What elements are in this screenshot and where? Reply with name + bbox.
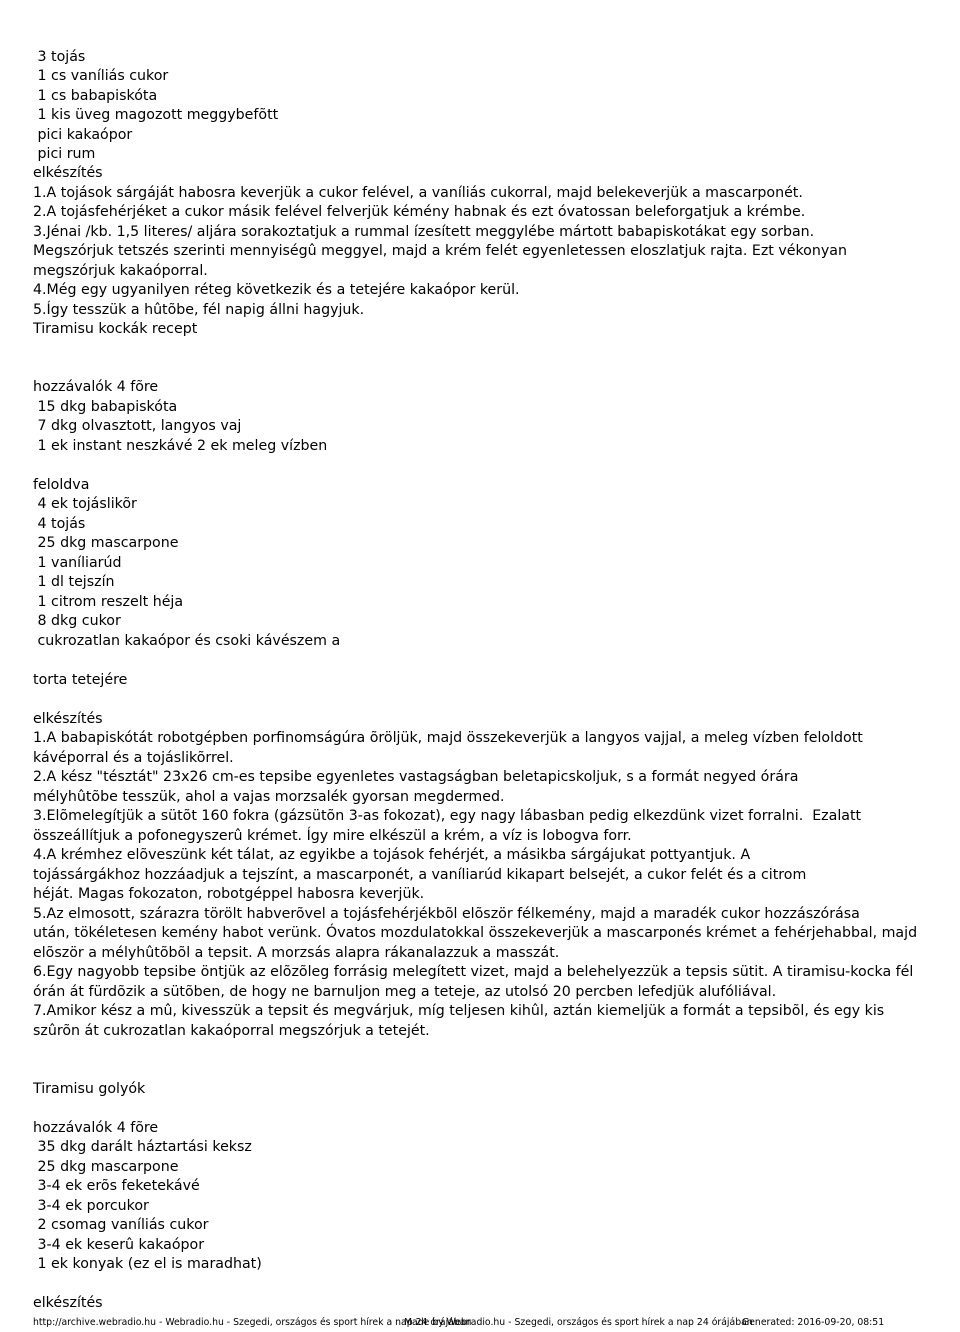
text-line: Tiramisu kockák recept [33, 321, 198, 337]
text-line: 1 citrom reszelt héja [33, 594, 184, 610]
text-line: Megszórjuk tetszés szerinti mennyiségû meggyel, majd a krém felét egyenletessen eloszlatjuk rajta. Ezt vékonyan [33, 243, 847, 259]
text-line: 7.Amikor kész a mû, kivesszük a tepsit és megvárjuk, míg teljesen kihûl, aztán kiemeljük a formát a tepsibõl, és egy kis [33, 1003, 885, 1019]
text-line: 1.A babapiskótát robotgépben porfinomságúra õröljük, majd összekeverjük a langyos vajjal, a meleg vízben feloldott [33, 730, 863, 746]
text-line: feloldva [33, 477, 90, 493]
text-line: 35 dkg darált háztartási keksz [33, 1139, 252, 1155]
text-line: összeállítjuk a pofonegyszerû krémet. Így mire elkészül a krém, a víz is lobogva forr. [33, 828, 632, 844]
text-line: kávéporral és a tojáslikõrrel. [33, 750, 234, 766]
text-line: 15 dkg babapiskóta [33, 399, 178, 415]
footer-made-by: Made by Webradio.hu - Szegedi, országos és sport hírek a nap 24 órájában [404, 1317, 753, 1328]
text-line: 4 ek tojáslikõr [33, 496, 137, 512]
text-line: 3-4 ek keserû kakaópor [33, 1237, 205, 1253]
text-line: Tiramisu golyók [33, 1081, 146, 1097]
text-line: 4 tojás [33, 516, 86, 532]
text-line: 2 csomag vaníliás cukor [33, 1217, 209, 1233]
text-line: 3 tojás [33, 49, 86, 65]
text-line: elkészítés [33, 1295, 103, 1311]
text-line: torta tetejére [33, 672, 128, 688]
text-line: 25 dkg mascarpone [33, 535, 179, 551]
text-line: héját. Magas fokozaton, robotgéppel habosra keverjük. [33, 886, 425, 902]
text-line: 4.Még egy ugyanilyen réteg következik és a tetejére kakaópor kerül. [33, 282, 520, 298]
text-line: 1 ek konyak (ez el is maradhat) [33, 1256, 262, 1272]
text-line: 5.Az elmosott, szárazra törölt habverõvel a tojásfehérjékbõl elõször félkemény, majd a maradék cukor hozzászórása [33, 906, 860, 922]
text-line: 1 dl tejszín [33, 574, 115, 590]
text-line: 25 dkg mascarpone [33, 1159, 179, 1175]
text-line: 2.A tojásfehérjéket a cukor másik felével felverjük kémény habnak és ezt óvatossan beleforgatjuk a krémbe. [33, 204, 806, 220]
text-line: után, tökéletesen kemény habot verünk. Óvatos mozdulatokkal összekeverjük a mascarponés krémet a fehérjehabbal, majd [33, 925, 918, 941]
text-line: 3-4 ek erõs feketekávé [33, 1178, 200, 1194]
text-line: mélyhûtõbe tesszük, ahol a vajas morzsalék gyorsan megdermed. [33, 789, 505, 805]
text-line: 8 dkg cukor [33, 613, 121, 629]
text-line: 1 ek instant neszkávé 2 ek meleg vízben [33, 438, 328, 454]
text-line: hozzávalók 4 fõre [33, 379, 159, 395]
footer-source-link[interactable]: http://archive.webradio.hu - Webradio.hu - Szegedi, országos és sport hírek a nap 24 órájában [33, 1317, 472, 1328]
text-line: 1 cs vaníliás cukor [33, 68, 169, 84]
text-line: elkészítés [33, 711, 103, 727]
text-line: 4.A krémhez elõveszünk két tálat, az egyikbe a tojások fehérjét, a másikba sárgájukat pottyantjuk. A [33, 847, 751, 863]
text-line: 3.Elõmelegítjük a sütõt 160 fokra (gázsütõn 3-as fokozat), egy nagy lábasban pedig elkezdünk vizet forralni. Ezalatt [33, 808, 862, 824]
text-line: megszórjuk kakaóporral. [33, 263, 208, 279]
text-line: pici kakaópor [33, 127, 133, 143]
text-line: órán át fürdõzik a sütõben, de hogy ne barnuljon meg a teteje, az utolsó 20 percben lefedjük alufóliával. [33, 984, 777, 1000]
text-line: hozzávalók 4 fõre [33, 1120, 159, 1136]
text-line: 6.Egy nagyobb tepsibe öntjük az elõzõleg forrásig melegített vizet, majd a belehelyezzük a tepsis sütit. A tiramisu-kocka fél [33, 964, 914, 980]
text-line: 1 vaníliarúd [33, 555, 122, 571]
text-line: 5.Így tesszük a hûtõbe, fél napig állni hagyjuk. [33, 302, 365, 318]
text-line: 2.A kész "tésztát" 23x26 cm-es tepsibe egyenletes vastagságban beletapicskoljuk, s a formát negyed órára [33, 769, 799, 785]
text-line: 1.A tojások sárgáját habosra keverjük a cukor felével, a vaníliás cukorral, majd belekeverjük a mascarponét. [33, 185, 803, 201]
text-line: 3.Jénai /kb. 1,5 literes/ aljára sorakoztatjuk a rummal ízesített meggylébe mártott babapiskotákat egy sorban. [33, 224, 815, 240]
text-line: 3-4 ek porcukor [33, 1198, 149, 1214]
text-line: tojássárgákhoz hozzáadjuk a tejszínt, a mascarponét, a vaníliarúd kikapart belsejét, a cukor felét és a citrom [33, 867, 807, 883]
text-line: 1 cs babapiskóta [33, 88, 158, 104]
text-line: szûrõn át cukrozatlan kakaóporral megszórjuk a tetejét. [33, 1023, 430, 1039]
footer-generated: Generated: 2016-09-20, 08:51 [742, 1317, 885, 1328]
text-line: elkészítés [33, 165, 103, 181]
text-line: elõször a mélyhûtõbõl a tepsit. A morzsás alapra rákanalazzuk a masszát. [33, 945, 560, 961]
text-line: 1 kis üveg magozott meggybefõtt [33, 107, 279, 123]
text-line: 7 dkg olvasztott, langyos vaj [33, 418, 242, 434]
text-line: pici rum [33, 146, 96, 162]
text-line: cukrozatlan kakaópor és csoki kávészem a [33, 633, 341, 649]
